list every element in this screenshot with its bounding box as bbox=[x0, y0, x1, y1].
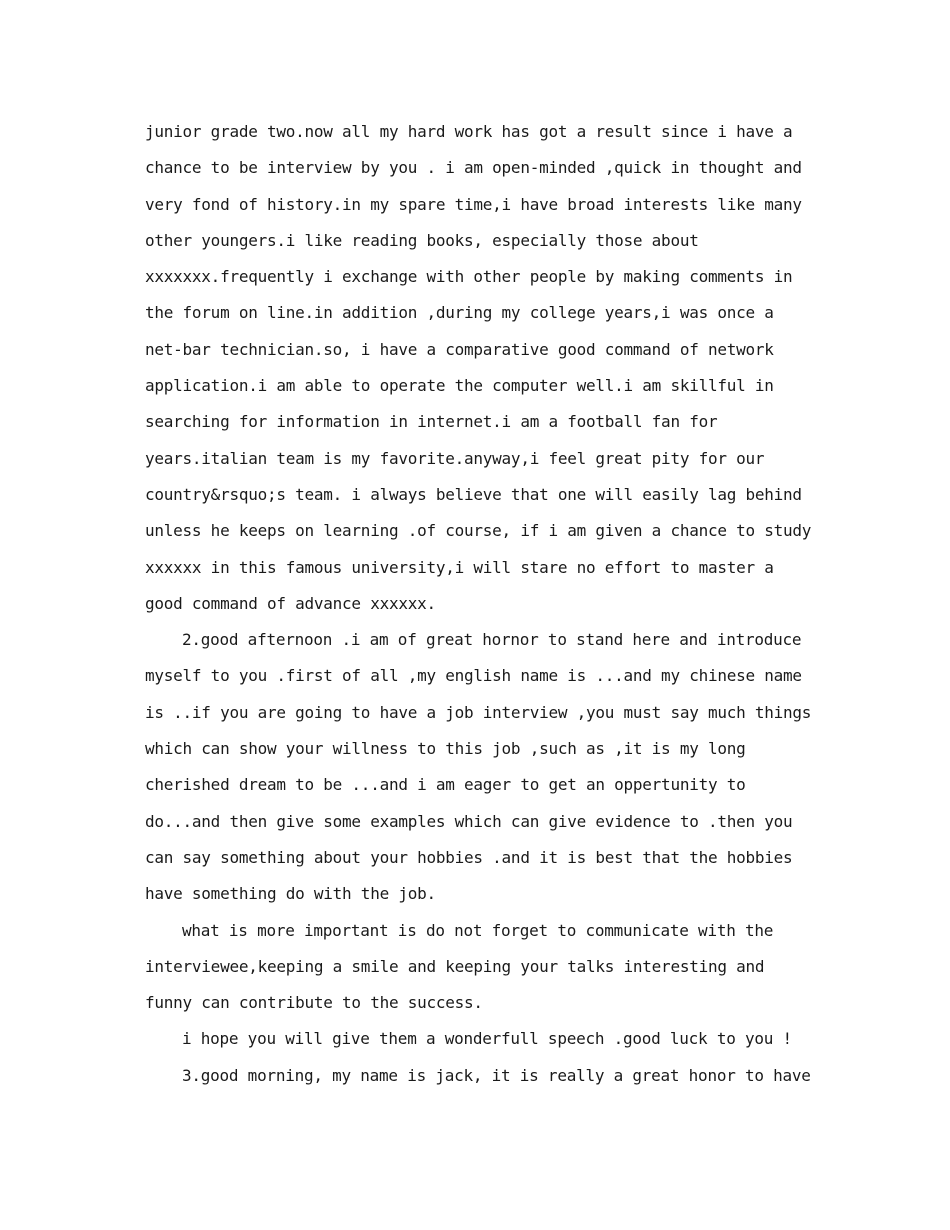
text-line: is ..if you are going to have a job interview ,you must say much things bbox=[145, 702, 812, 722]
text-line: funny can contribute to the success. bbox=[145, 993, 483, 1013]
paragraph bbox=[145, 913, 815, 1022]
text-line: which can show your willness to this job ,such as ,it is my long bbox=[145, 739, 746, 759]
text-line: 2.good afternoon .i am of great hornor to stand here and introduce bbox=[182, 630, 802, 650]
text-line: unless he keeps on learning .of course, if i am given a chance to study bbox=[145, 521, 812, 541]
text-line: myself to you .first of all ,my english name is ...and my chinese name bbox=[145, 666, 802, 686]
document-body bbox=[145, 114, 815, 1094]
text-line: years.italian team is my favorite.anyway,i feel great pity for our bbox=[145, 448, 765, 468]
text-line: xxxxxxx.frequently i exchange with other people by making comments in bbox=[145, 267, 793, 287]
text-line: net-bar technician.so, i have a comparative good command of network bbox=[145, 339, 774, 359]
text-line: interviewee,keeping a smile and keeping your talks interesting and bbox=[145, 956, 765, 976]
text-line: xxxxxx in this famous university,i will stare no effort to master a bbox=[145, 557, 774, 577]
text-line: junior grade two.now all my hard work has got a result since i have a bbox=[145, 122, 793, 141]
text-line: other youngers.i like reading books, especially those about bbox=[145, 230, 699, 250]
text-line: what is more important is do not forget to communicate with the bbox=[182, 920, 774, 940]
text-line: chance to be interview by you . i am open-minded ,quick in thought and bbox=[145, 158, 802, 178]
text-line: can say something about your hobbies .and it is best that the hobbies bbox=[145, 847, 793, 867]
text-line: have something do with the job. bbox=[145, 884, 436, 904]
text-line: 3.good morning, my name is jack, it is really a great honor to have bbox=[182, 1065, 811, 1085]
text-line: i hope you will give them a wonderfull speech .good luck to you ! bbox=[182, 1029, 792, 1049]
text-line: the forum on line.in addition ,during my college years,i was once a bbox=[145, 303, 774, 323]
paragraph bbox=[145, 1021, 815, 1057]
text-line: do...and then give some examples which can give evidence to .then you bbox=[145, 811, 793, 831]
text-line: country&rsquo;s team. i always believe that one will easily lag behind bbox=[145, 484, 802, 504]
paragraph bbox=[145, 1058, 815, 1094]
paragraph bbox=[145, 114, 815, 622]
paragraph bbox=[145, 622, 815, 912]
text-line: very fond of history.in my spare time,i have broad interests like many bbox=[145, 194, 802, 214]
text-line: good command of advance xxxxxx. bbox=[145, 593, 436, 613]
text-line: searching for information in internet.i am a football fan for bbox=[145, 412, 718, 432]
text-line: cherished dream to be ...and i am eager to get an oppertunity to bbox=[145, 775, 746, 795]
text-line: application.i am able to operate the computer well.i am skillful in bbox=[145, 376, 774, 396]
